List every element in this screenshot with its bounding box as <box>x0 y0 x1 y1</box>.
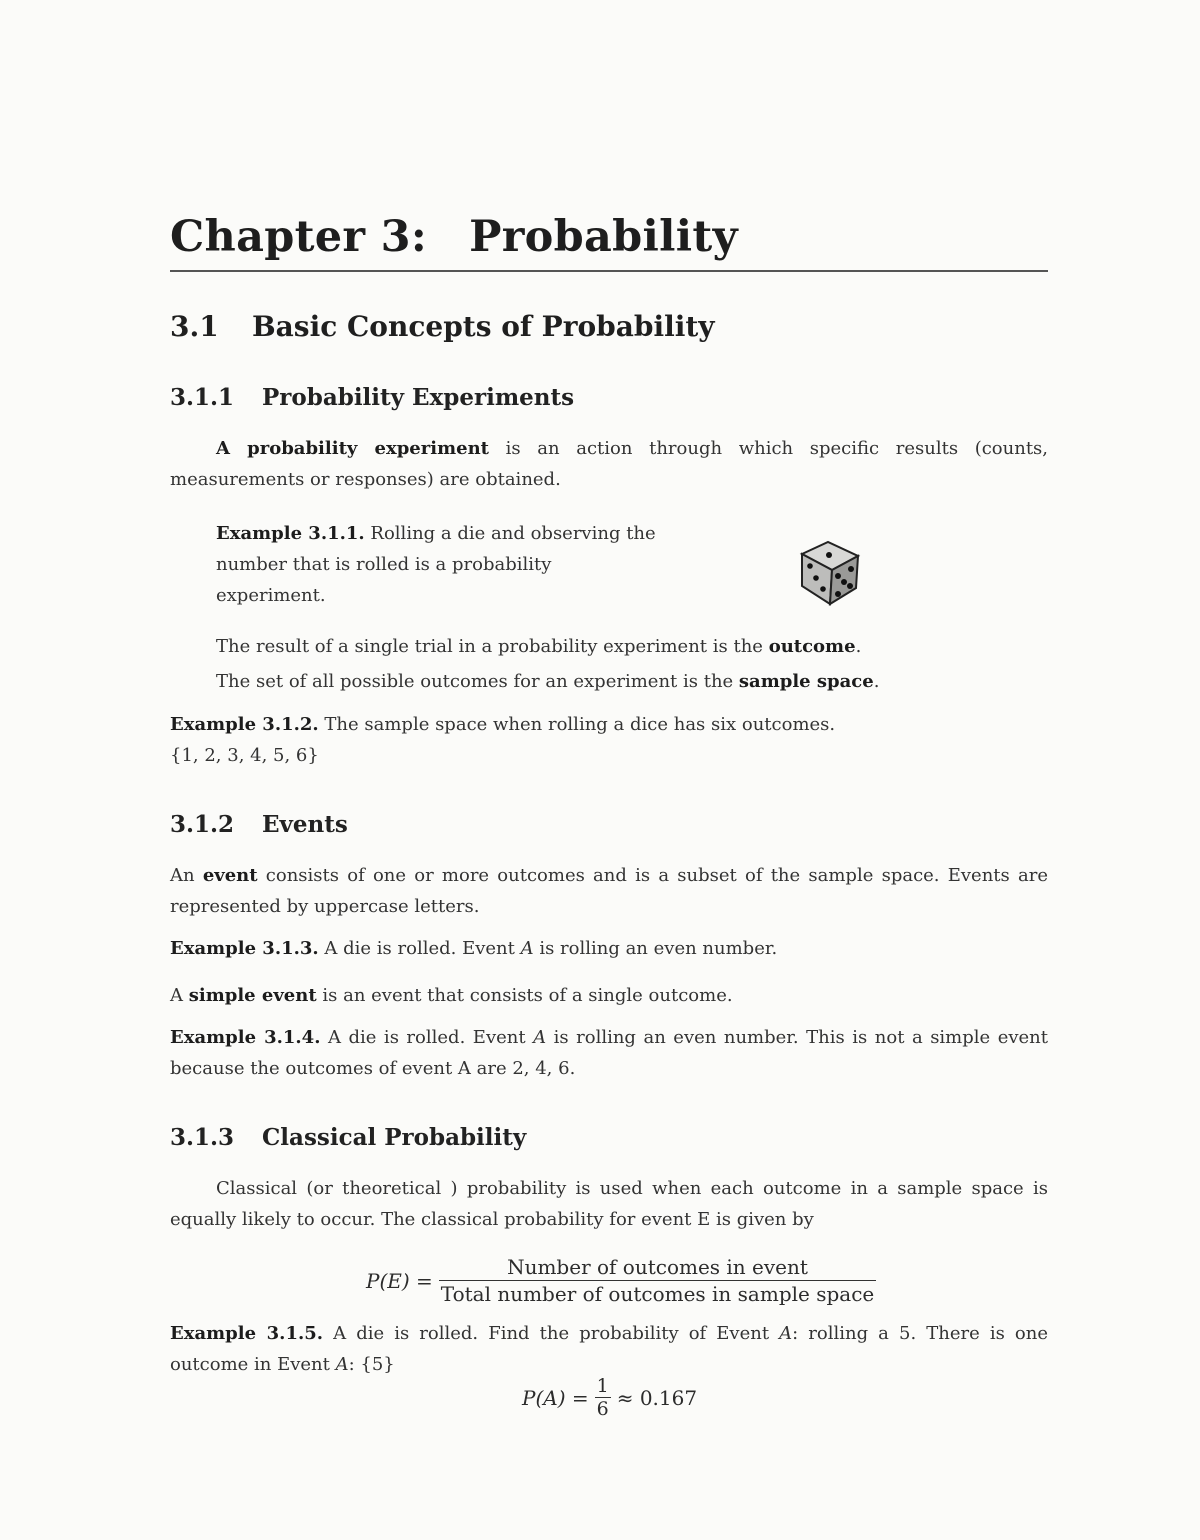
example-text-mid: : rolling a 5. There is one outcome in Event <box>170 1323 1048 1375</box>
outcome-period: . <box>855 636 862 657</box>
intro-text: Classical (or theoretical ) probability is used when each outcome in a sample space is equally likely to occur. The classical probability for event E is given by <box>170 1178 1048 1230</box>
chapter-rule <box>170 270 1048 272</box>
chapter-number: Chapter 3: <box>170 212 428 262</box>
document-page <box>170 0 1050 1540</box>
subsection-title: Probability Experiments <box>262 384 575 411</box>
subsection-number: 3.1.2 <box>170 811 235 838</box>
answer-lhs: P(A) = <box>522 1385 589 1410</box>
section-heading <box>170 310 715 343</box>
example-text: The sample space when rolling a dice has six outcomes. <box>318 714 836 735</box>
simple-event-pre: A <box>170 985 189 1006</box>
example-text: A die is rolled. Find the probability of Event <box>323 1323 780 1344</box>
term-outcome: outcome <box>768 636 856 657</box>
example-text: Rolling a die and observing the number that is rolled is a probability experiment. <box>216 523 656 606</box>
example-text-end: is rolling an even number. This is not a simple event because the outcomes of event A are 2, 4, 6. <box>170 1027 1048 1079</box>
subsection-title: Events <box>262 811 348 838</box>
event-text-pre: An <box>170 865 203 886</box>
subsection-heading-experiments <box>170 384 574 411</box>
answer-fraction <box>595 1376 611 1419</box>
example-3-1-4 <box>170 1022 1048 1084</box>
outcome-definition <box>216 631 1046 662</box>
example-3-1-3 <box>170 933 1048 964</box>
formula-denominator: Total number of outcomes in sample space <box>440 1282 875 1306</box>
event-variable-2: A <box>335 1354 349 1375</box>
example-label: Example 3.1.2. <box>170 714 319 735</box>
sample-space-period: . <box>873 671 880 692</box>
example-text: A die is rolled. Event <box>320 1027 534 1048</box>
answer-denominator: 6 <box>596 1398 609 1420</box>
answer-formula <box>522 1376 697 1419</box>
term-sample-space: sample space <box>738 671 874 692</box>
section-title: Basic Concepts of Probability <box>252 310 715 343</box>
example-3-1-2 <box>170 709 1048 771</box>
simple-event-definition <box>170 980 1048 1011</box>
chapter-name: Probability <box>469 212 738 262</box>
subsection-title: Classical Probability <box>262 1124 527 1151</box>
answer-rhs: ≈ 0.167 <box>616 1385 698 1410</box>
answer-numerator: 1 <box>596 1375 609 1397</box>
subsection-heading-events <box>170 811 348 838</box>
sample-space-set: {1, 2, 3, 4, 5, 6} <box>170 745 319 766</box>
example-3-1-1 <box>216 518 656 611</box>
event-variable: A <box>520 938 534 959</box>
example-label: Example 3.1.5. <box>170 1323 324 1344</box>
subsection-number: 3.1.1 <box>170 384 235 411</box>
subsection-number: 3.1.3 <box>170 1124 235 1151</box>
event-variable: A <box>533 1027 547 1048</box>
sample-space-definition <box>216 666 1046 697</box>
definition-probability-experiment <box>170 433 1048 495</box>
example-text: A die is rolled. Event <box>318 938 521 959</box>
sample-space-text: The set of all possible outcomes for an experiment is the <box>216 671 739 692</box>
example-text-end: : {5} <box>348 1354 395 1375</box>
formula-numerator: Number of outcomes in event <box>507 1255 808 1279</box>
outcome-text: The result of a single trial in a probability experiment is the <box>216 636 769 657</box>
event-text: consists of one or more outcomes and is a subset of the sample space. Events are represented by uppercase letters. <box>170 865 1048 917</box>
chapter-title <box>170 212 738 262</box>
example-3-1-5 <box>170 1318 1048 1380</box>
formula-lhs: P(E) = <box>366 1268 433 1293</box>
formula-fraction <box>439 1255 876 1306</box>
section-number: 3.1 <box>170 310 219 343</box>
classical-probability-intro <box>170 1173 1048 1235</box>
example-label: Example 3.1.1. <box>216 523 365 544</box>
term-simple-event: simple event <box>188 985 317 1006</box>
example-text-end: is rolling an even number. <box>533 938 778 959</box>
example-label: Example 3.1.4. <box>170 1027 321 1048</box>
term-probability-experiment: A probability experiment <box>216 438 489 459</box>
simple-event-text: is an event that consists of a single outcome. <box>316 985 733 1006</box>
definition-text: is an action through which specific results (counts, measurements or responses) are obtained. <box>170 438 1049 490</box>
term-event: event <box>202 865 258 886</box>
example-label: Example 3.1.3. <box>170 938 319 959</box>
event-definition <box>170 860 1048 922</box>
subsection-heading-classical <box>170 1124 526 1151</box>
die-image <box>798 534 862 606</box>
classical-probability-formula <box>366 1255 876 1306</box>
event-variable: A <box>779 1323 793 1344</box>
die-icon <box>798 534 862 606</box>
